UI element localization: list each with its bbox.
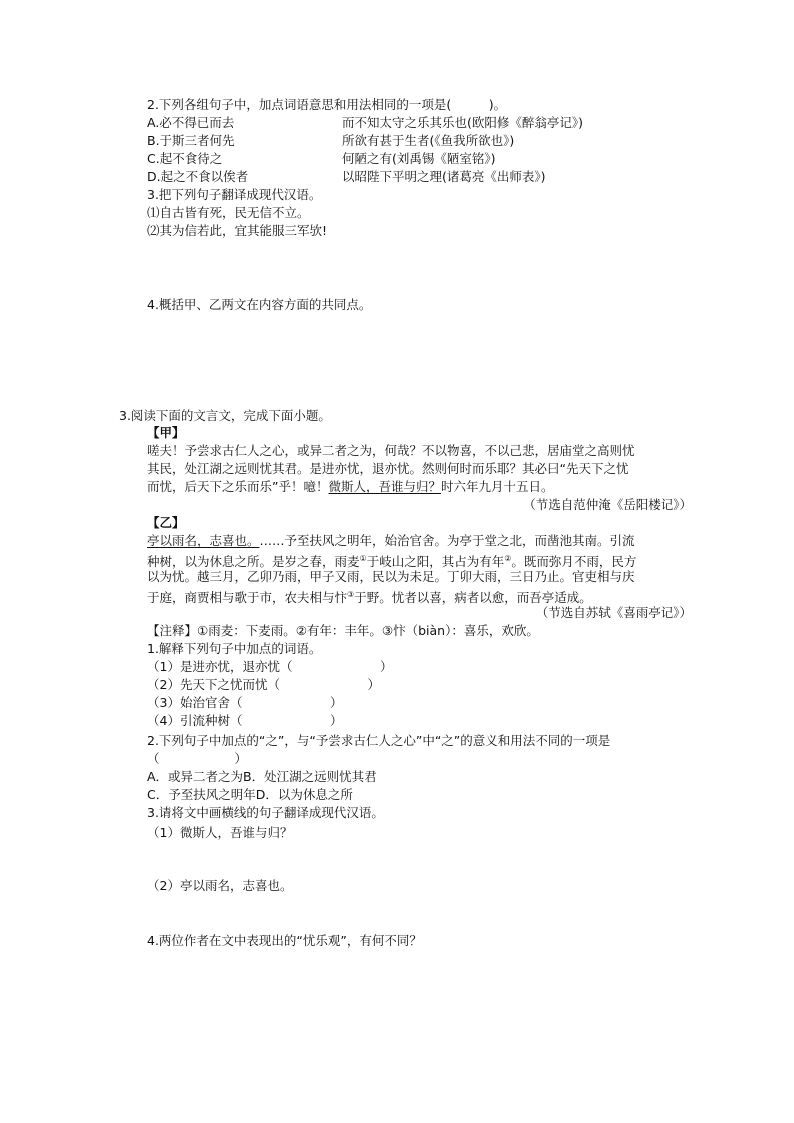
q2-option-a-right: 而不知太守之乐其乐也(欧阳修《醉翁亭记》) — [342, 115, 584, 130]
q2-option-b-left: B.于斯三者何先 — [147, 133, 235, 148]
q3-item-1: ⑴自古皆有死，民无信不立。 — [147, 205, 310, 220]
q2-option-b-right: 所欲有甚于生者(《鱼我所欲也》) — [342, 133, 515, 148]
footnote-2-mark: ② — [504, 554, 512, 563]
b-q4-stem: 4.两位作者在文中表现出的“忧乐观”，有何不同？ — [147, 933, 422, 948]
q2-option-c-left: C.起不食待之 — [147, 151, 223, 166]
q2-option-a-left: A.必不得已而去 — [147, 115, 235, 130]
jia-line-1: 嗟夫！予尝求古仁人之心，或异二者之为，何哉？不以物喜，不以己悲，居庙堂之高则忧 — [147, 443, 635, 458]
yi-line-2-a: 种树，以为休息之所。是岁之春，雨麦 — [147, 554, 360, 570]
yi-label: 【乙】 — [147, 515, 185, 530]
yi-line-4-a: 于庭，商贾相与歌于市，农夫相与忭 — [147, 590, 348, 606]
jia-line-3-before: 而忧，后天下之乐而乐”乎！噫！ — [147, 479, 329, 494]
footnote-3-mark: ③ — [347, 590, 355, 599]
jia-source: （节选自范仲淹《岳阳楼记》） — [523, 497, 692, 512]
annotation-notes: 【注释】①雨麦：下麦雨。②有年：丰年。③忭（biàn）：喜乐，欢欣。 — [147, 623, 539, 638]
b-q3-item-2: （2）亭以雨名，志喜也。 — [147, 878, 293, 893]
jia-label: 【甲】 — [147, 425, 185, 440]
yi-line-2-c: 。既而弥月不雨，民方 — [511, 554, 637, 570]
q2-option-d-left: D.起之不食以俟者 — [147, 169, 249, 184]
yi-line-1 — [147, 533, 635, 549]
yi-line-2 — [147, 551, 636, 570]
q2-stem: 2.下列各组句子中，加点词语意思和用法相同的一项是( )。 — [147, 97, 507, 112]
b-q3-stem: 3.请将文中画横线的句子翻译成现代汉语。 — [147, 805, 384, 820]
b-q2-blank: （ ） — [147, 751, 248, 766]
q3-stem: 3.把下列句子翻译成现代汉语。 — [147, 187, 322, 202]
yi-line-2-b: 于岐山之阳，其占为有年 — [366, 554, 505, 570]
b-q2-stem: 2.下列句子中加点的“之”，与“予尝求古仁人之心”中“之”的意义和用法不同的一项是 — [147, 733, 611, 748]
b-q2-options-1: A．或异二者之为B．处江湖之远则忧其君 — [147, 769, 377, 784]
q2-option-c-right: 何陋之有(刘禹锡《陋室铭》) — [342, 151, 496, 166]
yi-line-4 — [147, 587, 592, 606]
yi-line-4-b: 于野。忧者以喜，病者以愈，而吾亭适成。 — [354, 590, 592, 606]
footnote-1-mark: ① — [359, 554, 367, 563]
yi-underlined-sentence: 亭以雨名，志喜也。 — [147, 533, 260, 548]
b-q1-item-4: （4）引流种树（ ） — [147, 713, 343, 728]
b-q2-options-2: C．予至扶风之明年D．以为休息之所 — [147, 787, 353, 802]
b-q1-item-3: （3）始治官舍（ ） — [147, 695, 343, 710]
jia-line-2: 其民，处江湖之远则忧其君。是进亦忧，退亦忧。然则何时而乐耶？其必曰“先天下之忧 — [147, 461, 629, 476]
jia-underlined-sentence: 微斯人，吾谁与归？ — [328, 479, 441, 494]
section-heading: 3.阅读下面的文言文，完成下面小题。 — [119, 408, 331, 423]
b-q3-item-1: （1）微斯人，吾谁与归？ — [147, 825, 293, 840]
b-q1-stem: 1.解释下列句子中加点的词语。 — [147, 641, 322, 656]
yi-line-3: 以为忧。越三月，乙卯乃雨，甲子又雨，民以为未足。丁卯大雨，三日乃止。官吏相与庆 — [147, 569, 635, 584]
jia-line-3 — [147, 479, 554, 495]
b-q1-item-1: （1）是进亦忧，退亦忧（ ） — [147, 659, 393, 674]
q3-item-2: ⑵其为信若此，宜其能服三军欤! — [147, 223, 328, 238]
q4-stem: 4.概括甲、乙两文在内容方面的共同点。 — [147, 297, 372, 312]
q2-option-d-right: 以昭陛下平明之理(诸葛亮《出师表》) — [342, 169, 546, 184]
jia-line-3-after: 时六年九月十五日。 — [441, 479, 554, 494]
yi-source: （节选自苏轼《喜雨亭记》） — [535, 605, 692, 620]
yi-line-1-after: ……予至扶风之明年，始治官舍。为亭于堂之北，而凿池其南。引流 — [259, 533, 635, 548]
b-q1-item-2: （2）先天下之忧而忧（ ） — [147, 677, 380, 692]
